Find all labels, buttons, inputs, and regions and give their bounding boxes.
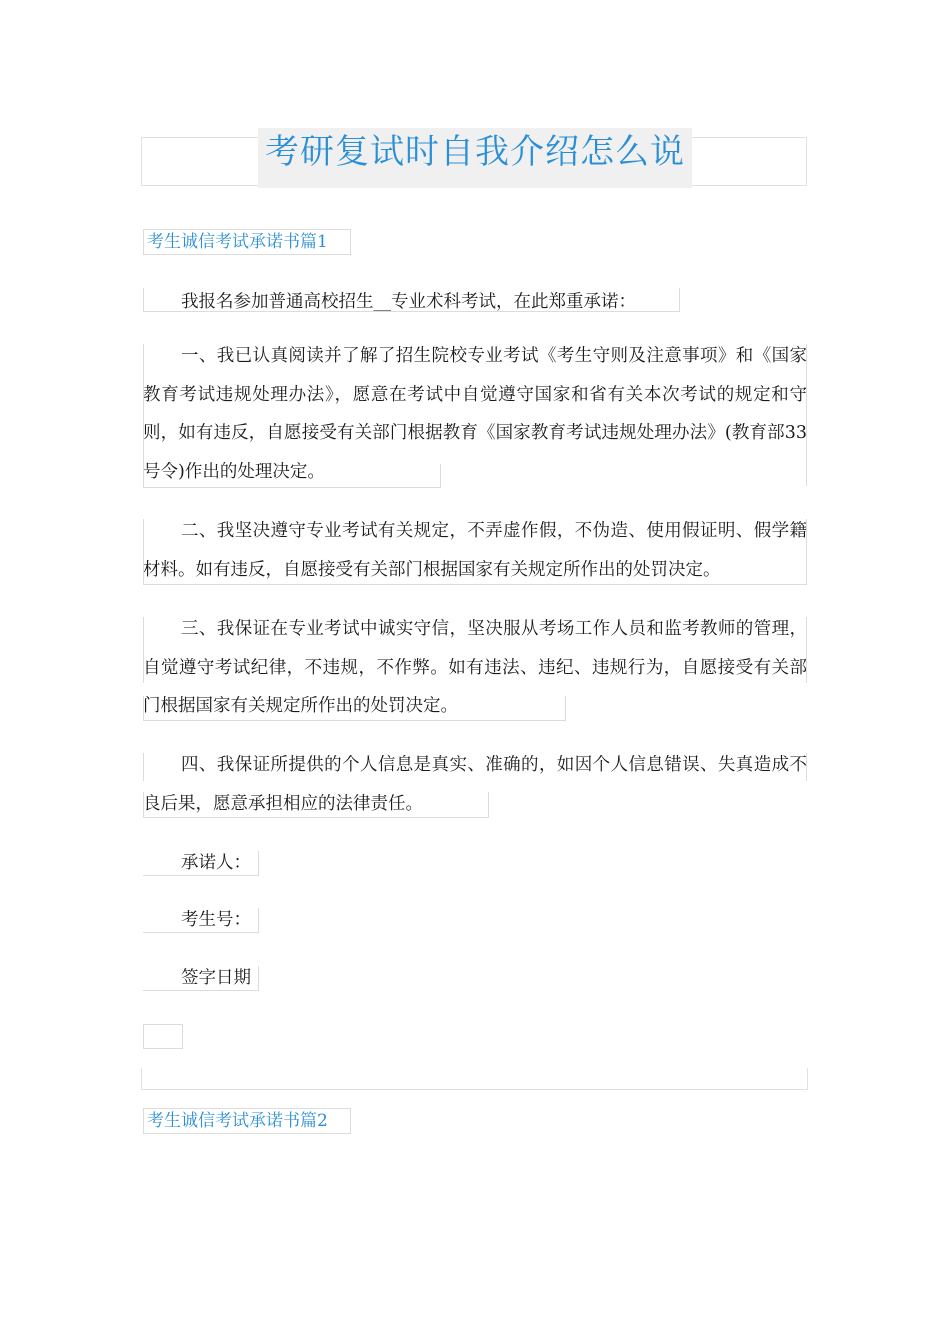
clause-4-frame: [143, 753, 807, 781]
clause-2: 二、我坚决遵守专业考试有关规定，不弄虚作假，不伪造、使用假证明、假学籍材料。如有违反，自愿接受有关部门根据国家有关规定所作出的处罚决定。: [143, 521, 807, 580]
clause-3-frame: [143, 617, 807, 683]
section-heading-1: 考生诚信考试承诺书篇1: [143, 229, 351, 255]
signature-promiser: 承诺人：: [143, 851, 259, 876]
signature-exam-number: 考生号：: [143, 908, 259, 933]
clause-2-frame: [143, 519, 807, 585]
empty-frame: [143, 1024, 183, 1049]
clause-1: 一、我已认真阅读并了解了招生院校专业考试《考生守则及注意事项》和《国家教育考试违规处理办法》，愿意在考试中自觉遵守国家和省有关本次考试的规定和守则，如有违反，自愿接受有关部门根据教育《国家教育考试违规处理办法》(教育部33号令)作出的处理决定。: [143, 346, 807, 482]
clause-3: 三、我保证在专业考试中诚实守信，坚决服从考场工作人员和监考教师的管理，自觉遵守考试纪律，不违规，不作弊。如有违法、违纪、违规行为，自愿接受有关部门根据国家有关规定所作出的处罚决定。: [143, 619, 807, 716]
signature-date: 签字日期: [143, 966, 259, 991]
intro-frame: [143, 288, 680, 312]
section-divider: [141, 1068, 808, 1090]
document-title: 考研复试时自我介绍怎么说: [258, 128, 692, 188]
clause-4: 四、我保证所提供的个人信息是真实、准确的，如因个人信息错误、失真造成不良后果，愿意承担相应的法律责任。: [143, 755, 807, 814]
intro-paragraph: 我报名参加普通高校招生__专业术科考试，在此郑重承诺：: [181, 292, 636, 312]
clause-4-tail-frame: [143, 792, 489, 818]
section-heading-2: 考生诚信考试承诺书篇2: [143, 1108, 351, 1134]
clause-1-tail-frame: [143, 464, 441, 488]
clause-3-tail-frame: [143, 696, 566, 721]
